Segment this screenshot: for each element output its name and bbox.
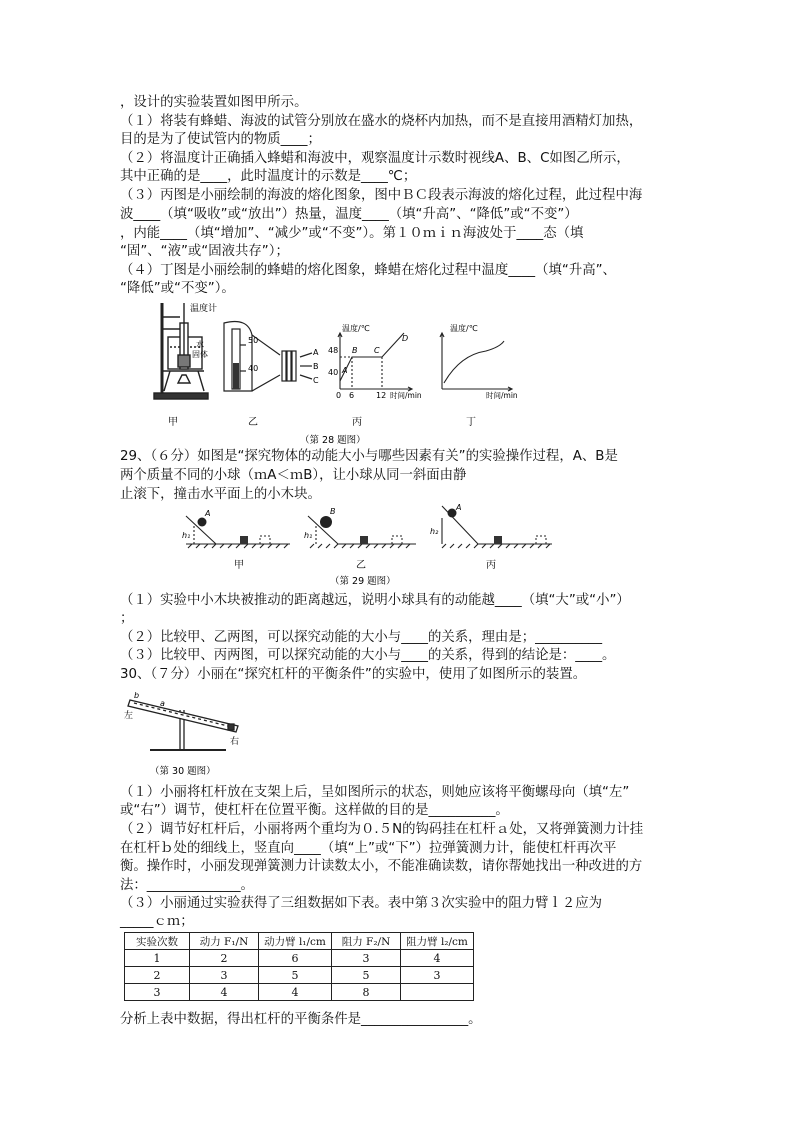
q30-line-5: 衡。操作时，小丽发现弹簧测力计读数太小，不能准确读数，请你帮她找出一种改进的方 [120,859,643,874]
col-header-f2: 阻力 F₂/N [332,933,401,950]
h2-label: h₂ [430,527,439,536]
lever-b-label: b [134,691,140,700]
q30-line-0: 30、（７分）小丽在“探究杠杆的平衡条件”的实验中，使用了如图所示的装置。 [120,667,587,682]
sub-yi: 乙 [248,417,258,428]
q28-line-0: ，设计的实验装置如图甲所示。 [120,95,308,110]
thermometer-label: 温度计 [190,304,218,314]
view-a-label: A [313,348,319,357]
bing-y40: 40 [328,368,339,377]
point-a: A [342,366,348,375]
table-cell: 1 [125,950,190,967]
q30-line-2: 或“右”）调节，使杠杆在位置平衡。这样做的目的是__________。 [120,803,509,818]
wood-block-dashed [536,536,546,544]
caption-29: （第 29 题图） [330,576,396,587]
q30-line-3: （２）调节好杠杆后，小丽将两个重均为０.５N的钩码挂在杠杆ａ处，又将弹簧测力计挂 [120,822,644,837]
bing-x12: 12 [376,391,387,400]
q30-line-6: 法：______________。 [120,878,254,893]
q30-line-7: （３）小丽通过实验获得了三组数据如下表。表中第３次实验中的阻力臂ｌ２应为 [120,896,603,911]
q28-line-9: （４）丁图是小丽绘制的蜂蜡的熔化图象，蜂蜡在熔化过程中温度____（填“升高”、 [120,263,616,278]
melting-graph-wax [440,333,512,391]
q29-line-2: 止滚下，撞击水平面上的小木块。 [120,487,321,502]
sub-bing: 丙 [352,417,362,428]
q29-line-6: （３）比较甲、丙两图，可以探究动能的大小与____的关系，得到的结论是：____。 [120,648,616,663]
table-header-row [125,933,474,950]
q29-line-4: ； [120,611,134,626]
solid-label: 固体 [192,350,208,359]
table-cell: 3 [332,950,401,967]
table-cell: 6 [259,950,332,967]
table-cell [401,984,474,1001]
bing-ylabel: 温度/℃ [342,324,370,333]
view-b-label: B [313,362,319,371]
table-cell: 2 [190,950,259,967]
ball-a [198,518,207,527]
bing-xlabel: 时间/min [390,391,422,400]
q28-line-3: （２）将温度计正确插入蜂蜡和海波中，观察温度计示数时视线A、B、C如图乙所示， [120,151,630,166]
lever-left-label: 左 [124,711,134,721]
bing-y48: 48 [328,346,339,355]
q29-line-5: （２）比较甲、乙两图，可以探究动能的大小与____的关系，理由是；__________ [120,630,603,645]
water-label: 水 [196,340,204,349]
table-cell: 3 [401,967,474,984]
ball-a-label-2: A [456,504,462,512]
q28-line-10: “降低”或“不变”）。 [120,281,235,296]
q30-conclusion: 分析上表中数据，得出杠杆的平衡条件是________________。 [120,1012,482,1027]
sub-yi: 乙 [356,560,366,571]
q28-line-8: “固”、“液”或“固液共存”）； [120,244,289,259]
h1-label: h₁ [182,531,191,540]
lever-right-label: 右 [230,737,240,747]
figure-29 [180,504,560,588]
view-c-label: C [313,376,319,385]
q28-line-2: 目的是为了使试管内的物质____； [120,132,321,147]
caption-28: （第 28 题图） [300,435,366,446]
lever-data-table [124,932,474,1001]
table-cell: 4 [190,984,259,1001]
q29-line-1: 两个质量不同的小球（ｍA＜ｍB），让小球从同一斜面由静 [120,468,467,483]
wood-block [360,536,368,544]
table-cell: 3 [125,984,190,1001]
melting-graph-haibo [338,333,412,391]
q29-line-0: 29、（６分）如图是“探究物体的动能大小与哪些因素有关”的实验操作过程，A、B是 [120,449,618,464]
figure-30 [120,688,250,780]
q30-line-4: 在杠杆ｂ处的细线上，竖直向____（填“上”或“下”）拉弹簧测力计，能使杠杆再次平 [120,841,617,856]
point-b: B [352,346,358,355]
col-header-f1: 动力 F₁/N [190,933,259,950]
sub-ding: 丁 [466,417,476,428]
q30-line-1: （１）小丽将杠杆放在支架上后，呈如图所示的状态，则她应该将平衡螺母向（填“左” [120,785,630,800]
figure-28 [140,295,540,447]
bing-x0: 0 [336,391,342,400]
wood-block [494,536,502,544]
scale-40: 40 [248,364,259,373]
table-cell: 4 [401,950,474,967]
ball-b [320,516,332,528]
q30-line-8: _____ｃｍ； [120,914,194,929]
ding-ylabel: 温度/℃ [450,324,478,333]
q28-line-1: （１）将装有蜂蜡、海波的试管分别放在盛水的烧杯内加热，而不是直接用酒精灯加热， [120,114,643,129]
q28-line-5: （３）丙图是小丽绘制的海波的熔化图象，图中ＢＣ段表示海波的熔化过程，此过程中海 [120,188,643,203]
col-header-trial: 实验次数 [125,933,190,950]
table-cell: 5 [332,967,401,984]
lever-stand [128,700,238,750]
table-cell: 2 [125,967,190,984]
lever-a-label: a [160,699,165,708]
q28-line-6: 波____（填“吸收”或“放出”）热量，温度____（填“升高”、“降低”或“不变”） [120,207,578,222]
table-cell: 5 [259,967,332,984]
thermometer-reading [224,322,312,392]
sub-bing: 丙 [486,560,496,571]
ball-a-label: A [205,509,211,518]
ball-b-label: B [330,507,336,516]
h1-label-2: h₁ [304,531,313,540]
ding-xlabel: 时间/min [486,391,518,400]
sub-jia: 甲 [168,417,178,428]
point-c: C [374,346,380,355]
col-header-l2: 阻力臂 l₂/cm [401,933,474,950]
table-row [125,950,474,967]
q28-line-7: ，内能____（填“增加”、“减少”或“不变”）。第１０ｍｉｎ海波处于____态（填 [120,226,584,241]
wood-block-dashed [392,536,402,544]
table-cell: 3 [190,967,259,984]
caption-30: （第 30 题图） [150,766,216,777]
bing-x6: 6 [349,391,355,400]
table-row [125,984,474,1001]
table-cell: 4 [259,984,332,1001]
q29-line-3: （１）实验中小木块被推动的距离越远，说明小球具有的动能越____（填“大”或“小”） [120,593,630,608]
wood-block-dashed [260,536,270,544]
table-row [125,967,474,984]
wood-block [240,536,248,544]
point-d: D [402,334,409,343]
scale-50: 50 [248,336,259,345]
q28-line-4: 其中正确的是____，此时温度计的示数是____℃； [120,169,417,184]
table-cell: 8 [332,984,401,1001]
sub-jia: 甲 [234,560,244,571]
col-header-l1: 动力臂 l₁/cm [259,933,332,950]
